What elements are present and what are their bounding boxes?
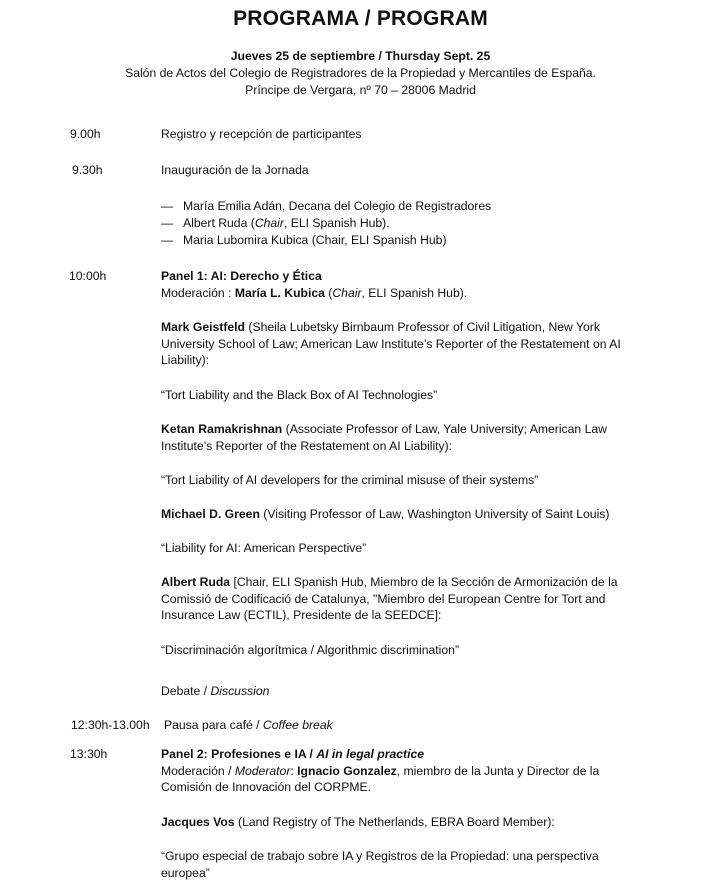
moderator-name: María L. Kubica <box>234 285 325 300</box>
dash-mark: — <box>161 233 174 247</box>
panel-2-talk-1: “Grupo especial de trabajo sobre IA y Registros de la Propiedad: una perspectiva europea” <box>161 849 599 880</box>
opening-speaker-1 <box>161 198 631 215</box>
panel-title-en: AI in legal practice <box>316 747 425 761</box>
panel-1-talk-1: “Tort Liability and the Black Box of AI Technologies” <box>161 388 438 402</box>
panel-1-speaker-1 <box>161 319 639 369</box>
time-registration: 9.00h <box>70 127 101 141</box>
time-panel-1: 10:00h <box>69 269 107 283</box>
speaker-name: Jacques Vos <box>161 815 235 829</box>
speaker-name: Michael D. Green <box>161 507 260 521</box>
panel-1-talk-4: “Discriminación algorítmica / Algorithmic discrimination” <box>161 643 459 657</box>
moderation-colon: : <box>290 763 298 778</box>
panel-2-speaker-1 <box>161 814 639 831</box>
speaker-bio: (Associate Professor of Law, Yale University; American Law Institute’s Reporter of the Restatement on AI Liability): <box>161 422 607 453</box>
speaker-name: Ketan Ramakrishnan <box>161 422 283 436</box>
panel-1-talk-3: “Liability for AI: American Perspective” <box>161 541 367 555</box>
break-label: Pausa para café / <box>164 718 263 732</box>
speaker-text: María Emilia Adán, Decana del Colegio de Registradores <box>183 199 492 213</box>
speaker-bio: [Chair, ELI Spanish Hub, Miembro de la Sección de Armonización de la Comissió de Codificació de Catalunya, "Miembro del European Centre for Tort and Insurance Law (ECTIL), Presidente de la SEEDCE]: <box>161 575 618 623</box>
break-label-en: Coffee break <box>262 718 333 732</box>
item-coffee-break <box>164 717 642 734</box>
dash-mark: — <box>161 216 174 230</box>
moderator-rest: , ELI Spanish Hub). <box>361 285 468 300</box>
event-date: Jueves 25 de septiembre / Thursday Sept. 25 <box>230 49 491 63</box>
speaker-bio: (Land Registry of The Netherlands, EBRA Board Member): <box>234 815 555 829</box>
speaker-role: Chair <box>254 216 284 230</box>
event-address: Príncipe de Vergara, nº 70 – 28006 Madrid <box>245 83 476 97</box>
moderator-rest: , miembro de la Junta y Director de la Comisión de Innovación del CORPME. <box>161 763 600 795</box>
moderator-role: Chair <box>332 285 362 300</box>
moderation-label: Moderación : <box>161 285 235 300</box>
time-coffee-break: 12:30h-13.00h <box>71 718 150 732</box>
moderator-paren: ( <box>324 285 333 300</box>
opening-speaker-2 <box>161 215 631 232</box>
dash-mark: — <box>161 199 174 213</box>
panel-1-debate <box>161 683 639 700</box>
moderation-label-en: Moderator <box>234 763 291 778</box>
panel-1-header <box>161 268 639 301</box>
panel-2-title <box>161 746 639 763</box>
speaker-text: Maria Lubomira Kubica (Chair, ELI Spanish Hub) <box>183 233 447 247</box>
panel-1-moderation <box>161 285 639 302</box>
debate-label: Debate / <box>161 684 211 698</box>
moderation-label: Moderación / <box>161 763 235 778</box>
time-opening: 9.30h <box>72 163 103 177</box>
panel-2-header <box>161 746 639 796</box>
panel-1-title: Panel 1: AI: Derecho y Ética <box>161 269 322 283</box>
item-opening: Inauguración de la Jornada <box>161 163 309 177</box>
panel-1-speaker-3 <box>161 506 639 523</box>
panel-1-speaker-2 <box>161 421 639 454</box>
panel-1-talk-2: “Tort Liability of AI developers for the criminal misuse of their systems” <box>161 473 539 487</box>
speaker-name: Albert Ruda ( <box>183 216 255 230</box>
speaker-bio: (Sheila Lubetsky Birnbaum Professor of Civil Litigation, New York University School of Law; American Law Institute’s Reporter of the Restatement on AI Liability): <box>161 320 621 368</box>
speaker-bio: (Visiting Professor of Law, Washington University of Saint Louis) <box>259 507 610 521</box>
panel-2-moderation <box>161 763 639 796</box>
panel-1-speaker-4 <box>161 574 639 624</box>
panel-title-es: Panel 2: Profesiones e IA / <box>161 747 317 761</box>
event-header <box>0 48 721 99</box>
opening-speaker-3 <box>161 232 631 249</box>
page-title: PROGRAMA / PROGRAM <box>233 7 488 30</box>
debate-label-en: Discussion <box>210 684 270 698</box>
speaker-name: Albert Ruda <box>161 575 231 589</box>
moderator-name: Ignacio Gonzalez <box>297 763 397 778</box>
time-panel-2: 13:30h <box>70 747 108 761</box>
event-venue: Salón de Actos del Colegio de Registradores de la Propiedad y Mercantiles de España. <box>125 66 596 80</box>
speaker-name: Mark Geistfeld <box>161 320 245 334</box>
speaker-rest: , ELI Spanish Hub). <box>283 216 390 230</box>
item-registration: Registro y recepción de participantes <box>161 127 362 141</box>
